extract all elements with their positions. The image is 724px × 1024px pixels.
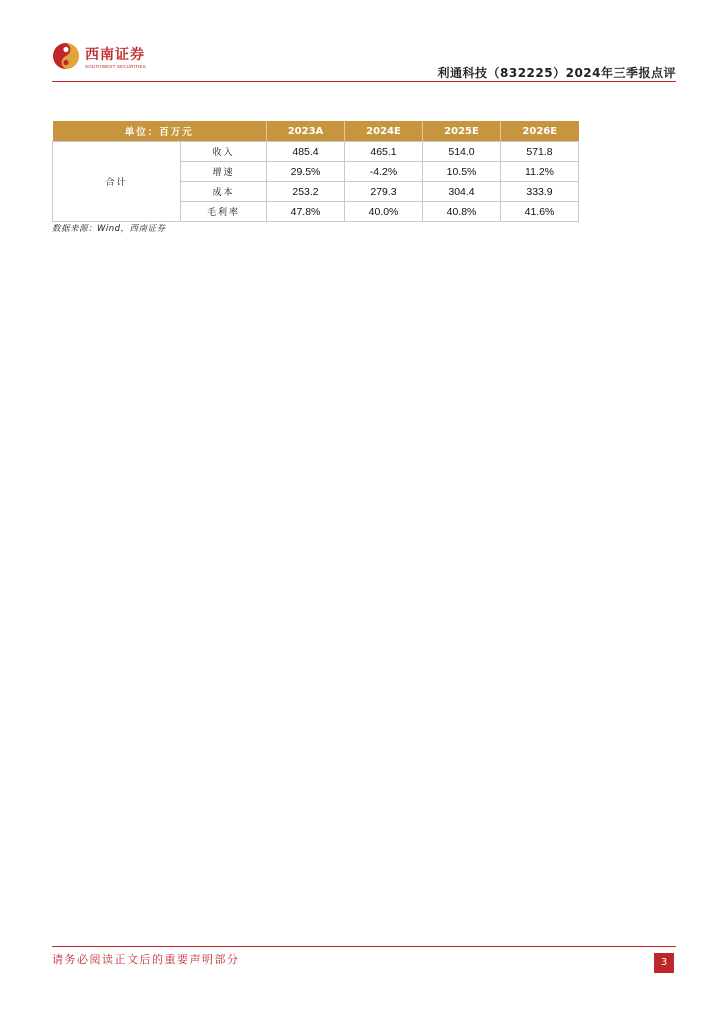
table-cell: 333.9	[501, 182, 579, 202]
table-cell: 465.1	[345, 142, 423, 162]
logo-emblem-icon	[52, 42, 80, 70]
table-cell: 40.8%	[423, 202, 501, 222]
table-cell: 11.2%	[501, 162, 579, 182]
table-cell: 253.2	[267, 182, 345, 202]
logo-text: 西南证券	[85, 47, 145, 63]
metric-label: 成本	[181, 182, 267, 202]
unit-label: 单位：百万元	[53, 121, 267, 142]
table-cell: 29.5%	[267, 162, 345, 182]
table-cell: 514.0	[423, 142, 501, 162]
page-header	[52, 38, 676, 82]
footer-divider	[52, 946, 676, 947]
table-cell: 40.0%	[345, 202, 423, 222]
metric-label: 增速	[181, 162, 267, 182]
table-cell: 304.4	[423, 182, 501, 202]
header-divider	[52, 81, 676, 82]
table-cell: 47.8%	[267, 202, 345, 222]
metric-label: 收入	[181, 142, 267, 162]
table-cell: 41.6%	[501, 202, 579, 222]
year-header: 2026E	[501, 121, 579, 142]
year-header: 2025E	[423, 121, 501, 142]
table-cell: 571.8	[501, 142, 579, 162]
year-header: 2023A	[267, 121, 345, 142]
table-row	[53, 142, 579, 162]
table-cell: 485.4	[267, 142, 345, 162]
data-source-note: 数据来源：Wind，西南证券	[52, 224, 166, 234]
company-logo	[52, 42, 152, 78]
year-header: 2024E	[345, 121, 423, 142]
report-title: 利通科技（832225）2024年三季报点评	[437, 66, 676, 80]
financial-forecast-table	[52, 121, 579, 222]
table-header-row	[53, 121, 579, 142]
group-label: 合计	[53, 142, 181, 222]
metric-label: 毛利率	[181, 202, 267, 222]
table-cell: 279.3	[345, 182, 423, 202]
footer-disclaimer: 请务必阅读正文后的重要声明部分	[52, 953, 240, 966]
page-number: 3	[654, 953, 674, 973]
table-cell: -4.2%	[345, 162, 423, 182]
table-cell: 10.5%	[423, 162, 501, 182]
logo-subtitle: SOUTHWEST SECURITIES	[85, 64, 146, 69]
